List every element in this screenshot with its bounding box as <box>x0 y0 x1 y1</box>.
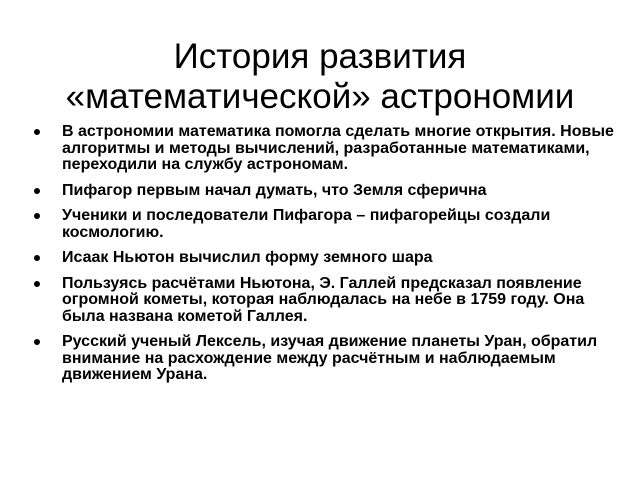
bullet-text: В астрономии математика помогла сделать многие открытия. Новые алгоритмы и методы вычислений, разработанные математиками, переходили на службу астрономам. <box>62 123 614 173</box>
bullet-dot-icon <box>34 255 40 261</box>
bullet-text: Пользуясь расчётами Ньютона, Э. Галлей предсказал появление огромной кометы, которая наблюдалась на небе в 1759 году. Она была названа кометой Галлея. <box>62 274 585 325</box>
slide-title-line-2: «математической» астрономии <box>65 77 575 117</box>
bullet-text: Русский ученый Лексель, изучая движение планеты Уран, обратил внимание на расхождение между расчётным и наблюдаемым движением Урана. <box>62 333 598 383</box>
bullet-list <box>34 124 614 393</box>
bullet-text: Пифагор первым начал думать, что Земля сферична <box>62 181 487 199</box>
slide-title <box>0 37 640 117</box>
bullet-text: Ученики и последователи Пифагора – пифагорейцы создали космологию. <box>62 207 551 241</box>
bullet-text: Исаак Ньютон вычислил форму земного шара <box>62 249 433 266</box>
bullet-item <box>34 276 614 326</box>
bullet-item <box>34 208 614 241</box>
bullet-item <box>34 334 614 384</box>
bullet-dot-icon <box>34 129 40 135</box>
bullet-item <box>34 183 614 200</box>
bullet-dot-icon <box>34 339 40 345</box>
bullet-dot-icon <box>34 188 40 194</box>
bullet-item <box>34 250 614 267</box>
bullet-dot-icon <box>34 213 40 219</box>
bullet-item <box>34 124 614 174</box>
slide-title-line-1: История развития <box>173 37 467 77</box>
bullet-dot-icon <box>34 281 40 287</box>
